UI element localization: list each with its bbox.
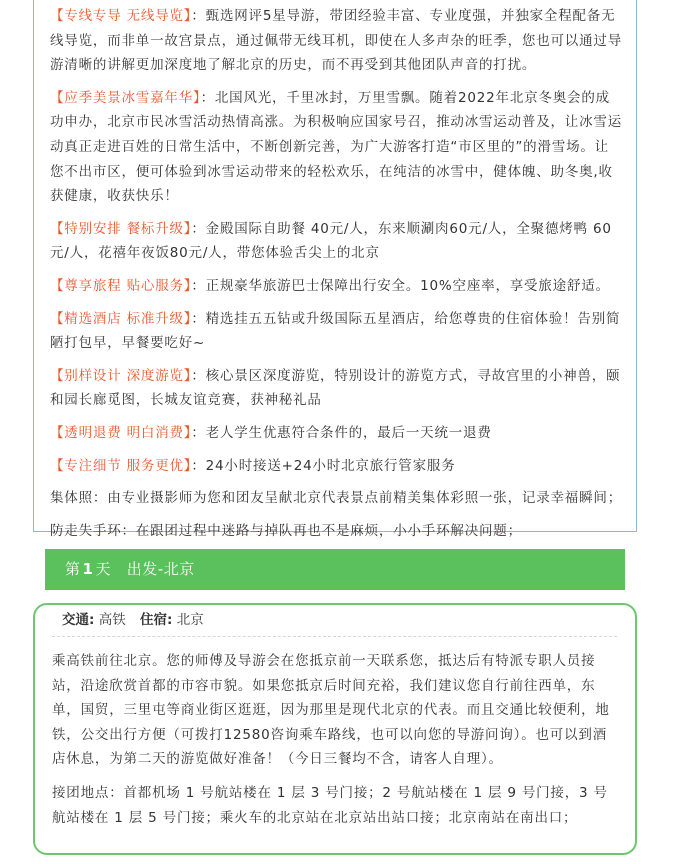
stay-value: 北京 (176, 612, 204, 628)
feature-text: ：24小时接送+24小时北京旅行管家服务 (191, 457, 456, 474)
day-suffix: 天 (95, 560, 111, 578)
feature-text: ：甄选网评5星导游，带团经验丰富、专业度强，并独家全程配备无线导览，而非单一故宫景点，通过佩带无线耳机，即使在人多声杂的旺季，您也可以通过导游清晰的讲解更加深度地了解北京的历史，而不再受到其他团队声音的打扰。 (50, 8, 622, 74)
feature-tag: 【别样设计 深度游览】 (50, 367, 192, 384)
feature-tag: 【专注细节 服务更优】 (50, 457, 192, 474)
feature-item (50, 217, 622, 266)
feature-text: ：金殿国际自助餐 40元/人，东来顺涮肉60元/人，全聚德烤鸭 60元/人，花禧年夜饭80元/人，带您体验舌尖上的北京 (50, 220, 612, 262)
pickup-info: 接团地点：首都机场 1 号航站楼在 1 层 3 号门接；2 号航站楼在 1 层 9 号门接，3 号航站楼在 1 层 5 号门接；乘火车的北京站在北京站出站口接；北京南站在南出口； (52, 784, 608, 826)
transport-row (52, 605, 617, 637)
features-box (33, 0, 637, 539)
feature-item-group-photo (50, 486, 622, 511)
feature-item (50, 86, 622, 209)
feature-item (50, 454, 622, 479)
feature-text: ：精选挂五五钻或升级国际五星酒店，给您尊贵的住宿体验！告别简陋打包早，早餐要吃好~ (50, 310, 621, 352)
day-number: 1 (82, 560, 94, 578)
day-title: 出发-北京 (126, 560, 195, 578)
feature-tag: 【透明退费 明白消费】 (50, 424, 192, 441)
feature-text: 防走失手环：在跟团过程中迷路与掉队再也不是麻烦，小小手环解决问题； (50, 522, 522, 539)
transport-label: 交通: (62, 612, 95, 628)
feature-tag: 【应季美景冰雪嘉年华】 (50, 89, 201, 106)
feature-tag: 【特别安排 餐标升级】 (50, 220, 192, 237)
feature-text: ：北国风光，千里冰封，万里雪飘。随着2022年北京冬奥会的成功申办，北京市民冰雪活动热情高涨。为积极响应国家号召，推动冰雪运动普及，让冰雪运动真正走进百姓的日常生活中，不断创新完善，为广大游客打造“市区里的”的滑雪场。让您不出市区，便可体验到冰雪运动带来的轻松欢乐，在纯洁的冰雪中，健体魄、助冬奥,收获健康，收获快乐！ (50, 89, 622, 205)
feature-item (50, 274, 622, 299)
feature-text: 集体照：由专业摄影师为您和团友呈献北京代表景点前精美集体彩照一张，记录幸福瞬间； (50, 490, 622, 507)
stay-label: 住宿: (140, 612, 173, 628)
day-description: 乘高铁前往北京。您的师傅及导游会在您抵京前一天联系您，抵达后有特派专职人员接站，沿途欣赏首都的市容市貌。如果您抵京后时间充裕，我们建议您自行前往西单，东单，国贸，三里屯等商业街区逛逛，因为那里是现代北京的代表。而且交通比较便利，地铁，公交出行方便（可拨打12580咨询乘车路线，也可以向您的导游问询）。也可以到酒店休息，为第二天的游览做好准备！（今日三餐均不含，请客人自理）。 (52, 653, 610, 768)
feature-tag: 【尊享旅程 贴心服务】 (50, 277, 192, 294)
feature-item-wristband (50, 519, 622, 544)
day-card (33, 603, 637, 855)
day-prefix: 第 (65, 560, 81, 578)
feature-text: ：老人学生优惠符合条件的，最后一天统一退费 (191, 424, 492, 441)
transport-value: 高铁 (98, 612, 126, 628)
feature-item (50, 4, 622, 78)
feature-text: ：核心景区深度游览，特别设计的游览方式，寻故宫里的小神兽，颐和园长廊觅图，长城友谊竞赛，获神秘礼品 (50, 367, 621, 409)
feature-tag: 【精选酒店 标准升级】 (50, 310, 192, 327)
feature-text: ：正规豪华旅游巴士保障出行安全。10%空座率，享受旅途舒适。 (191, 277, 610, 294)
feature-item (50, 307, 622, 356)
feature-tag: 【专线专导 无线导览】 (50, 8, 192, 24)
feature-item (50, 421, 622, 446)
day-header (45, 549, 625, 590)
feature-item (50, 364, 622, 413)
